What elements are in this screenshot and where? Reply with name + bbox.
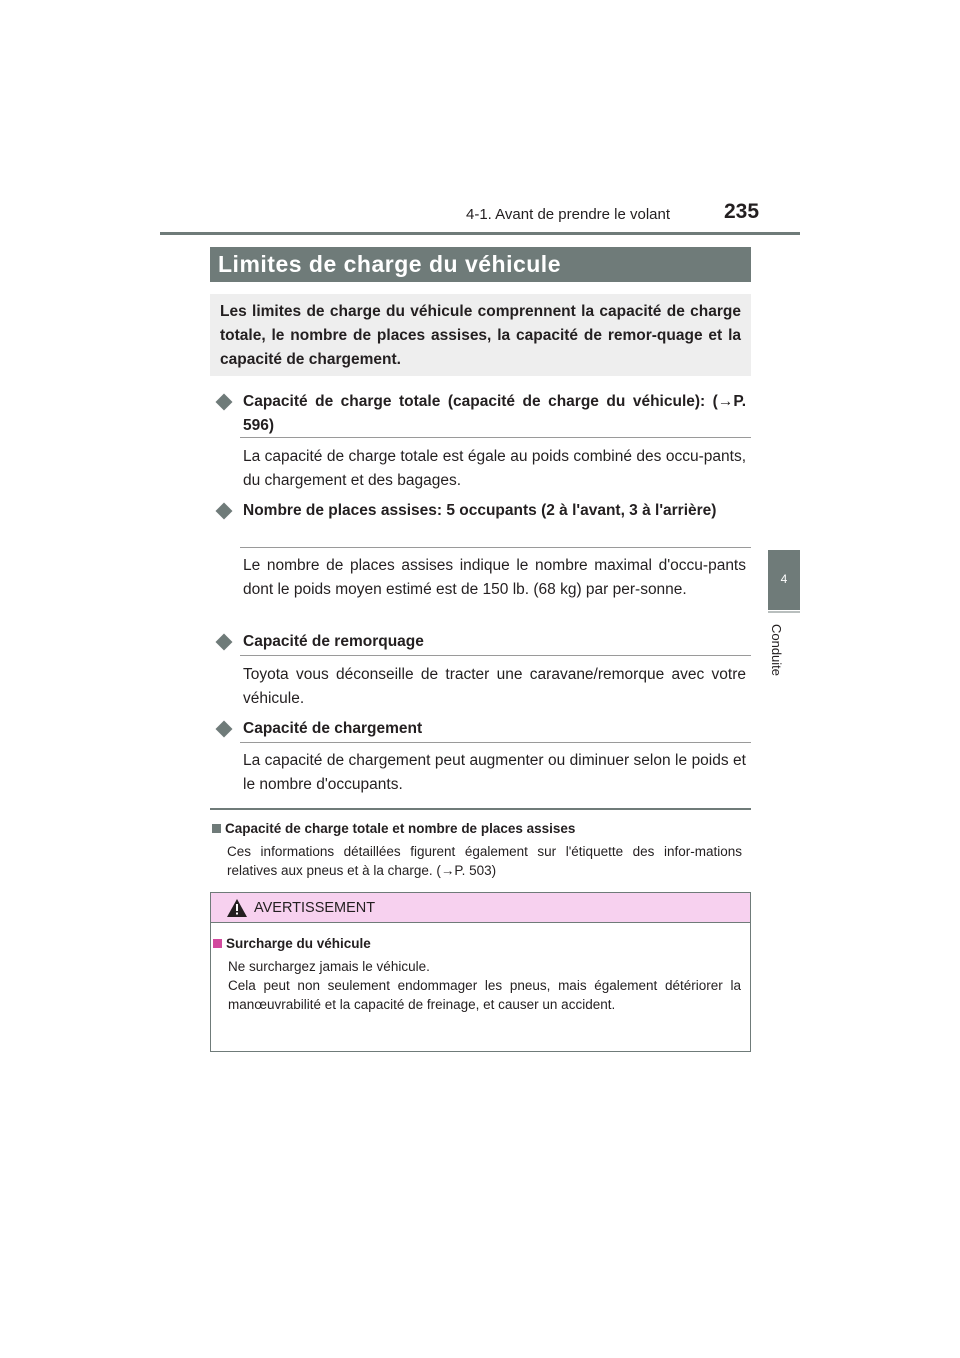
- item-body: Toyota vous déconseille de tracter une caravane/remorque avec votre véhicule.: [243, 666, 746, 707]
- square-bullet-icon: [212, 824, 221, 833]
- item-body: Le nombre de places assises indique le nombre maximal d'occu-pants dont le poids moyen estimé est de 150 lb. (68 kg) par per-sonne.: [243, 557, 746, 598]
- page-number: 235: [724, 200, 760, 223]
- note-heading: [212, 821, 575, 836]
- square-bullet-icon: [213, 939, 222, 948]
- note-heading-text: Capacité de charge totale et nombre de places assises: [225, 821, 576, 836]
- chapter-label: Conduite: [769, 623, 784, 677]
- item-divider: [240, 437, 751, 438]
- header-section-title: 4-1. Avant de prendre le volant: [466, 206, 671, 223]
- warning-text: [228, 957, 741, 1014]
- warning-box: [210, 892, 751, 1052]
- item-body: La capacité de charge totale est égale au poids combiné des occu-pants, du chargement et des bagages.: [243, 448, 746, 489]
- warning-line: Cela peut non seulement endommager les pneus, mais également détériorer la manœuvrabilité et la capacité de freinage, et causer un accident.: [228, 978, 741, 1012]
- warning-heading-text: Surcharge du véhicule: [226, 936, 371, 951]
- note-body: Ces informations détaillées figurent également sur l'étiquette des infor-mations relatives aux pneus et à la charge. (→P. 503): [227, 844, 742, 878]
- diamond-bullet-icon: [216, 634, 233, 651]
- item-divider: [240, 547, 751, 548]
- header-divider: [160, 232, 800, 235]
- item-heading-text: Nombre de places assises: 5 occupants (2 à l'avant, 3 à l'arrière): [243, 502, 717, 519]
- chapter-tab-divider: [768, 611, 800, 613]
- warning-line: Ne surchargez jamais le véhicule.: [228, 959, 430, 974]
- chapter-tab: 4: [768, 550, 800, 610]
- section-divider: [210, 808, 751, 810]
- item-heading-text: Capacité de remorquage: [243, 633, 424, 650]
- warning-triangle-icon: [227, 899, 247, 917]
- item-divider: [240, 742, 751, 743]
- item-heading-text: Capacité de charge totale (capacité de charge du véhicule): (→P. 596): [243, 393, 746, 434]
- diamond-bullet-icon: [216, 721, 233, 738]
- item-body: La capacité de chargement peut augmenter ou diminuer selon le poids et le nombre d'occupants.: [243, 752, 746, 793]
- intro-box: Les limites de charge du véhicule comprennent la capacité de charge totale, le nombre de places assises, la capacité de remor-quage et la capacité de chargement.: [210, 294, 751, 376]
- warning-heading: [213, 936, 371, 951]
- page-title: Limites de charge du véhicule: [210, 247, 751, 282]
- diamond-bullet-icon: [216, 503, 233, 520]
- warning-header: [211, 893, 750, 923]
- warning-label: AVERTISSEMENT: [254, 900, 376, 916]
- diamond-bullet-icon: [216, 394, 233, 411]
- item-divider: [240, 655, 751, 656]
- item-heading-text: Capacité de chargement: [243, 720, 423, 737]
